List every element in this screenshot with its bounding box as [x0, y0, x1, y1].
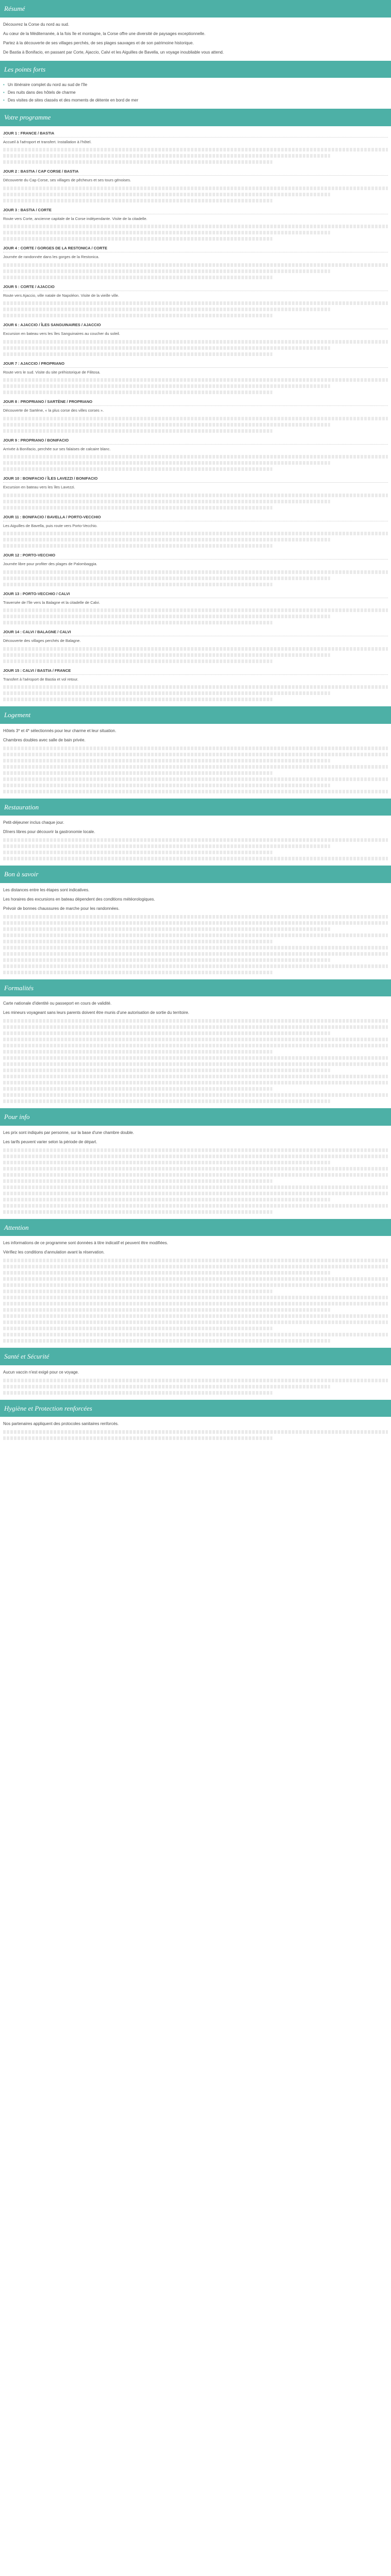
hygiene-section — [0, 1400, 391, 1440]
program-day — [3, 168, 388, 202]
highlight-item: • Un itinéraire complet du nord au sud de l'île — [3, 82, 388, 88]
program-day — [3, 245, 388, 279]
day-description: Route vers Corte, ancienne capitale de la Corse indépendante. Visite de la citadelle. — [3, 216, 148, 221]
section-title: Votre programme — [0, 109, 391, 126]
program-day — [3, 130, 388, 164]
day-title: JOUR 9 : PROPRIANO / BONIFACIO — [3, 437, 388, 445]
summary-paragraph: Au cœur de la Méditerranée, à la fois île et montagne, la Corse offre une diversité de paysages exceptionnelle. — [3, 31, 206, 36]
summary-paragraph: De Bastia à Bonifacio, en passant par Corte, Ajaccio, Calvi et les Aiguilles de Bavella, un voyage inoubliable vous attend. — [3, 49, 224, 55]
day-title: JOUR 6 : AJACCIO / ÎLES SANGUINAIRES / AJACCIO — [3, 322, 388, 329]
good-to-know-paragraph: Les horaires des excursions en bateau dépendent des conditions météorologiques. — [3, 896, 155, 902]
day-description: Traversée de l'île vers la Balagne et la citadelle de Calvi. — [3, 600, 100, 605]
day-title: JOUR 3 : BASTIA / CORTE — [3, 207, 388, 214]
info-paragraph: Les tarifs peuvent varier selon la période de départ. — [3, 1139, 97, 1144]
warning-paragraph: Vérifiez les conditions d'annulation avant la réservation. — [3, 1250, 105, 1255]
health-paragraph: Aucun vaccin n'est exigé pour ce voyage. — [3, 1369, 79, 1375]
day-description: Les Aiguilles de Bavella, puis route vers Porto-Vecchio. — [3, 523, 98, 528]
program-day — [3, 284, 388, 318]
day-description: Arrivée à Bonifacio, perchée sur ses falaises de calcaire blanc. — [3, 446, 111, 451]
highlights-section — [0, 61, 391, 104]
good-to-know-paragraph: Prévoir de bonnes chaussures de marche pour les randonnées. — [3, 906, 120, 911]
info-section — [0, 1108, 391, 1214]
day-title: JOUR 7 : AJACCIO / PROPRIANO — [3, 361, 388, 368]
section-title: Formalités — [0, 979, 391, 997]
day-title: JOUR 4 : CORTE / GORGES DE LA RESTONICA / CORTE — [3, 245, 388, 252]
lodging-paragraph: Hôtels 3* et 4* sélectionnés pour leur charme et leur situation. — [3, 728, 117, 733]
day-description: Découverte de Sartène, « la plus corse des villes corses ». — [3, 408, 104, 413]
program-day — [3, 207, 388, 241]
section-title: Restauration — [0, 799, 391, 816]
program-day — [3, 399, 388, 433]
day-description: Excursion en bateau vers les îles Sanguinaires au coucher du soleil. — [3, 331, 120, 336]
section-title: Hygiène et Protection renforcées — [0, 1400, 391, 1417]
day-title: JOUR 13 : PORTO-VECCHIO / CALVI — [3, 591, 388, 598]
day-description: Excursion en bateau vers les îles Lavezzi. — [3, 485, 75, 490]
warning-paragraph: Les informations de ce programme sont données à titre indicatif et peuvent être modifiées. — [3, 1241, 168, 1245]
day-title: JOUR 12 : PORTO-VECCHIO — [3, 552, 388, 560]
good-to-know-section — [0, 866, 391, 974]
lodging-section — [0, 706, 391, 793]
health-section — [0, 1348, 391, 1395]
program-days — [0, 130, 391, 702]
day-title: JOUR 2 : BASTIA / CAP CORSE / BASTIA — [3, 168, 388, 176]
good-to-know-paragraph: Les distances entre les étapes sont indicatives. — [3, 887, 90, 892]
day-description: Route vers le sud. Visite du site préhistorique de Filitosa. — [3, 369, 101, 375]
program-day — [3, 514, 388, 548]
day-description: Journée libre pour profiter des plages de Palombaggia. — [3, 562, 97, 567]
program-day — [3, 552, 388, 586]
program-day — [3, 591, 388, 625]
day-description: Découverte du Cap Corse, ses villages de pêcheurs et ses tours génoises. — [3, 178, 132, 183]
warning-section — [0, 1219, 391, 1343]
section-title: Les points forts — [0, 61, 391, 78]
highlights-list — [3, 82, 388, 104]
summary-paragraph: Découvrez la Corse du nord au sud. — [3, 22, 70, 27]
day-description: Découverte des villages perchés de Balagne. — [3, 638, 81, 643]
section-title: Résumé — [0, 0, 391, 18]
day-description: Accueil à l'aéroport et transfert. Installation à l'hôtel. — [3, 139, 92, 144]
highlight-item: • Des nuits dans des hôtels de charme — [3, 90, 388, 96]
formalities-paragraph: Les mineurs voyageant sans leurs parents doivent être munis d'une autorisation de sortie du territoire. — [3, 1010, 189, 1015]
program-day — [3, 437, 388, 471]
formalities-section — [0, 979, 391, 1104]
info-paragraph: Les prix sont indiqués par personne, sur la base d'une chambre double. — [3, 1130, 134, 1135]
lodging-paragraph: Chambres doubles avec salle de bain privée. — [3, 737, 86, 742]
section-title: Santé et Sécurité — [0, 1348, 391, 1365]
day-title: JOUR 8 : PROPRIANO / SARTÈNE / PROPRIANO — [3, 399, 388, 406]
section-title: Bon à savoir — [0, 866, 391, 883]
hygiene-paragraph: Nos partenaires appliquent des protocoles sanitaires renforcés. — [3, 1421, 119, 1426]
section-title: Logement — [0, 706, 391, 724]
program-day — [3, 361, 388, 395]
highlight-item: • Des visites de sites classés et des moments de détente en bord de mer — [3, 97, 388, 104]
summary-section — [0, 0, 391, 56]
day-title: JOUR 5 : CORTE / AJACCIO — [3, 284, 388, 291]
day-title: JOUR 11 : BONIFACIO / BAVELLA / PORTO-VECCHIO — [3, 514, 388, 521]
formalities-paragraph: Carte nationale d'identité ou passeport en cours de validité. — [3, 1001, 112, 1006]
day-title: JOUR 15 : CALVI / BASTIA / FRANCE — [3, 668, 388, 675]
program-day — [3, 629, 388, 663]
dining-paragraph: Dîners libres pour découvrir la gastronomie locale. — [3, 829, 95, 834]
day-title: JOUR 10 : BONIFACIO / ÎLES LAVEZZI / BONIFACIO — [3, 476, 388, 483]
day-title: JOUR 1 : FRANCE / BASTIA — [3, 130, 388, 138]
program-day — [3, 322, 388, 356]
section-title: Attention — [0, 1219, 391, 1236]
day-description: Journée de randonnée dans les gorges de la Restonica. — [3, 255, 100, 260]
program-day — [3, 476, 388, 510]
section-title: Pour info — [0, 1108, 391, 1126]
day-description: Transfert à l'aéroport de Bastia et vol retour. — [3, 676, 78, 682]
day-title: JOUR 14 : CALVI / BALAGNE / CALVI — [3, 629, 388, 636]
program-day — [3, 668, 388, 702]
dining-paragraph: Petit-déjeuner inclus chaque jour. — [3, 820, 64, 825]
summary-paragraph: Partez à la découverte de ses villages perchés, de ses plages sauvages et de son patrimoine historique. — [3, 40, 194, 45]
program-section — [0, 109, 391, 701]
dining-section — [0, 799, 391, 861]
day-description: Route vers Ajaccio, ville natale de Napoléon. Visite de la vieille ville. — [3, 293, 119, 298]
